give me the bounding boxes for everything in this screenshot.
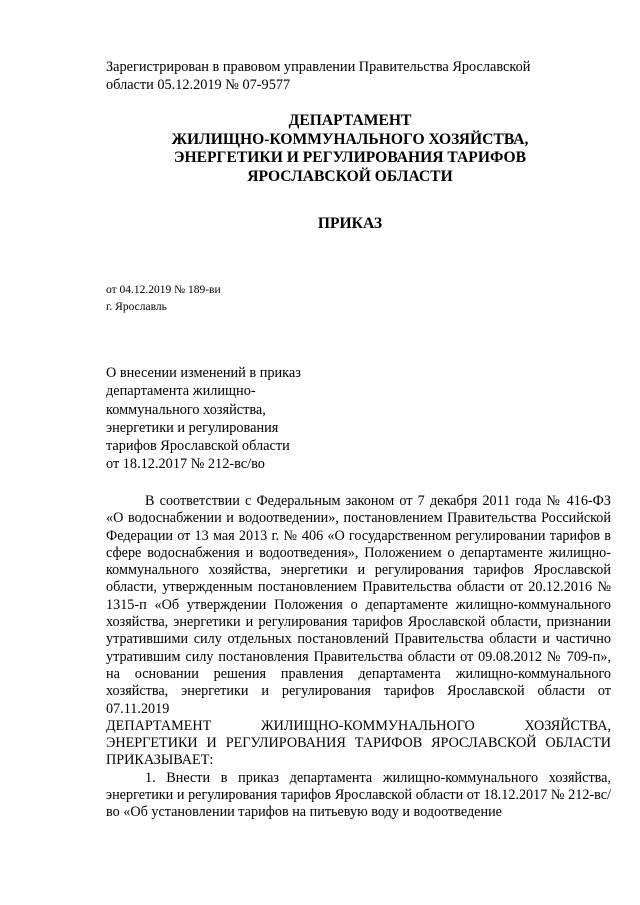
order-meta [106, 282, 406, 315]
subject-line: коммунального хозяйства, [106, 401, 266, 418]
directive-paragraph: ДЕПАРТАМЕНТ ЖИЛИЩНО-КОММУНАЛЬНОГО ХОЗЯЙСТВА, ЭНЕРГЕТИКИ И РЕГУЛИРОВАНИЯ ТАРИФОВ ЯРОСЛАВСКОЙ ОБЛАСТИ ПРИКАЗЫВАЕТ: [106, 717, 611, 769]
department-header-line: ЭНЕРГЕТИКИ И РЕГУЛИРОВАНИЯ ТАРИФОВ [173, 149, 527, 167]
subject-line: от 18.12.2017 № 212-вс/во [106, 456, 265, 473]
subject-line: энергетики и регулирования [106, 419, 279, 436]
department-header-line: ДЕПАРТАМЕНТ [288, 112, 412, 129]
department-header-line: ЖИЛИЩНО-КОММУНАЛЬНОГО ХОЗЯЙСТВА, [171, 130, 529, 148]
order-body [106, 493, 611, 822]
registration-note: Зарегистрирован в правовом управлении Правительства Ярославской области 05.12.2019 № 07-9577 [106, 59, 531, 93]
subject-line: О внесении изменений в приказ [106, 365, 301, 381]
preamble-paragraph: В соответствии с Федеральным законом от 7 декабря 2011 года № 416-ФЗ «О водоснабжении и водоотведении», постановлением Правительства Российской Федерации от 13 мая 2013 г. № 406 «О государственном регулировании тарифов в сфере водоснабжения и водоотведения», Положением о департаменте жилищно-коммунального хозяйства, энергетики и регулирования тарифов Ярославской области, утвержденным постановлением Правительства области от 20.12.2016 № 1315-п «Об утверждении Положения о департаменте жилищно-коммунального хозяйства, энергетики и регулирования тарифов Ярославской области, признании утратившими силу отдельных постановлений Правительства области и частично утратившим силу постановления Правительства области от 09.08.2012 № 709-п», на основании решения правления департамента жилищно-коммунального хозяйства, энергетики и регулирования тарифов Ярославской области от 07.11.2019 [106, 493, 611, 717]
item-1-paragraph: 1. Внести в приказ департамента жилищно-коммунального хозяйства, энергетики и регулирования тарифов Ярославской области от 18.12.2017 № 212-вс/во «Об установлении тарифов на питьевую воду и водоотведение [106, 769, 611, 821]
department-header-line: ЯРОСЛАВСКОЙ ОБЛАСТИ [247, 168, 453, 186]
order-city: г. Ярославль [106, 300, 167, 313]
subject-line: тарифов Ярославской области [106, 438, 290, 455]
subject-line: департамента жилищно- [106, 383, 256, 400]
order-date-number: от 04.12.2019 № 189-ви [106, 284, 221, 296]
order-subject [106, 364, 366, 474]
order-title: ПРИКАЗ [317, 215, 383, 232]
department-header [106, 112, 594, 187]
